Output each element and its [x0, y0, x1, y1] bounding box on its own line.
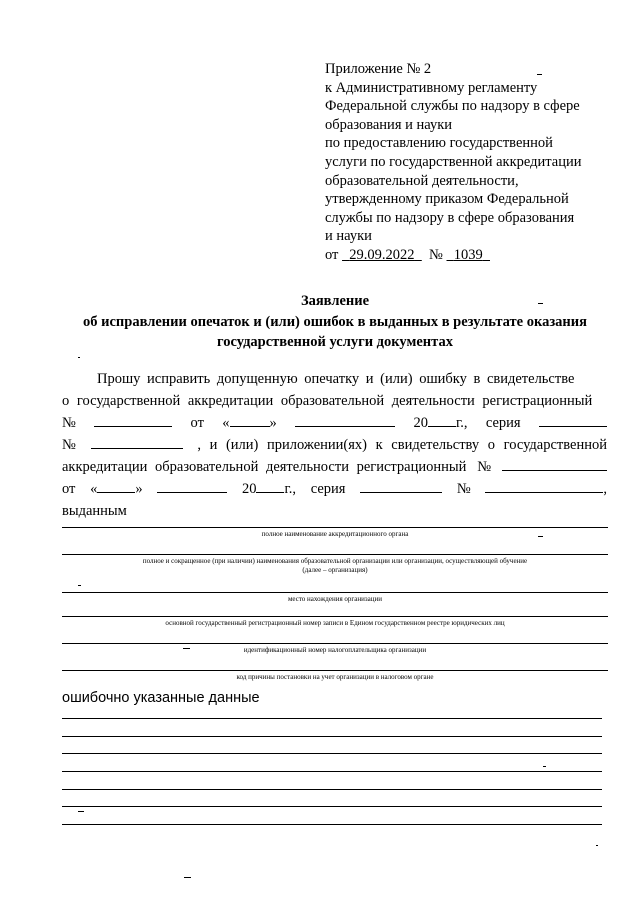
order-number: 1039	[453, 246, 483, 263]
field-caption: полное и сокращенное (при наличии) наименования образовательной организации или организации, осуществляющей обучение	[142, 557, 528, 565]
scan-speck	[78, 585, 81, 586]
body-row-7: выданным	[62, 503, 127, 519]
body-row-1: Прошу исправить допущенную опечатку и (или) ошибку в свидетельстве	[97, 371, 575, 387]
inn-field[interactable]	[62, 633, 608, 655]
scan-speck	[537, 74, 542, 75]
appendix-line: образования и науки	[325, 116, 453, 133]
field-caption: код причины постановки на учет организации в налоговом органе	[236, 673, 434, 681]
appendix-date-line	[325, 246, 605, 265]
certificate-number-field[interactable]	[91, 434, 183, 449]
title-line-2: об исправлении опечаток и (или) ошибок в выданных в результате оказания	[83, 313, 587, 330]
appendix-line: службы по надзору в сфере образования	[325, 209, 575, 226]
errors-line[interactable]	[62, 789, 602, 790]
errors-line[interactable]	[62, 806, 602, 807]
body-row-2: о государственной аккредитации образовательной деятельности регистрационный	[62, 393, 593, 409]
errors-line[interactable]	[62, 736, 602, 737]
request-paragraph	[62, 368, 607, 522]
body-row-4: № , и (или) приложении(ях) к свидетельству о государственной	[62, 434, 607, 456]
date-prefix: от	[325, 246, 339, 263]
order-date: 29.09.2022	[349, 246, 415, 263]
organization-name-field[interactable]	[62, 544, 608, 575]
organization-address-field[interactable]	[62, 582, 608, 604]
day-field[interactable]	[230, 412, 270, 427]
scan-speck	[538, 536, 543, 537]
appendix-line: образовательной деятельности,	[325, 172, 519, 189]
series-field[interactable]	[539, 412, 607, 427]
document-title	[40, 291, 630, 353]
scan-speck	[596, 845, 598, 846]
year-field[interactable]	[428, 412, 456, 427]
appendix-line: и науки	[325, 228, 372, 245]
accreditation-body-field[interactable]	[62, 517, 608, 539]
appendix-line: к Административному регламенту	[325, 79, 538, 96]
field-caption: идентификационный номер налогоплательщика организации	[243, 646, 427, 654]
title-line-1: Заявление	[300, 293, 370, 309]
appendix-block	[325, 60, 605, 265]
appendix-month-field[interactable]	[157, 478, 227, 493]
scan-speck	[538, 303, 543, 304]
errors-label: ошибочно указанные данные	[62, 690, 260, 706]
appendix-series-field[interactable]	[360, 478, 442, 493]
scan-speck	[78, 811, 84, 812]
appendix-line: утвержденному приказом Федеральной	[325, 191, 569, 208]
appendix-line: услуги по государственной аккредитации	[325, 153, 582, 170]
appendix-number-field[interactable]	[485, 478, 603, 493]
errors-line[interactable]	[62, 718, 602, 719]
reg-number-field[interactable]	[94, 412, 172, 427]
body-row-3: № от « » 20 г., серия	[62, 412, 607, 434]
errors-line[interactable]	[62, 771, 602, 772]
appendix-line: Федеральной службы по надзору в сфере	[325, 98, 580, 115]
appendix-line: Приложение № 2	[325, 61, 432, 77]
ogrn-field[interactable]	[62, 606, 608, 628]
scan-speck	[78, 357, 80, 358]
scan-speck	[184, 877, 191, 878]
field-caption: основной государственный регистрационный номер записи в Едином государственном реестре юридических лиц	[165, 619, 505, 627]
errors-line[interactable]	[62, 753, 602, 754]
appendix-line: по предоставлению государственной	[325, 135, 553, 152]
body-row-6: от « » 20 г., серия № ,	[62, 478, 607, 500]
scan-speck	[543, 766, 546, 767]
body-row-5: аккредитации образовательной деятельности регистрационный №	[62, 456, 607, 478]
field-caption: полное наименование аккредитационного органа	[261, 530, 409, 538]
scan-speck	[183, 648, 190, 649]
field-caption: (далее – организация)	[302, 566, 368, 574]
appendix-day-field[interactable]	[97, 478, 135, 493]
number-label: №	[429, 246, 443, 263]
month-field[interactable]	[295, 412, 395, 427]
appendix-reg-number-field[interactable]	[502, 456, 607, 471]
kpp-field[interactable]	[62, 660, 608, 682]
errors-line[interactable]	[62, 824, 602, 825]
appendix-year-field[interactable]	[256, 478, 284, 493]
title-line-3: государственной услуги документах	[217, 334, 453, 350]
field-caption: место нахождения организации	[288, 595, 382, 603]
